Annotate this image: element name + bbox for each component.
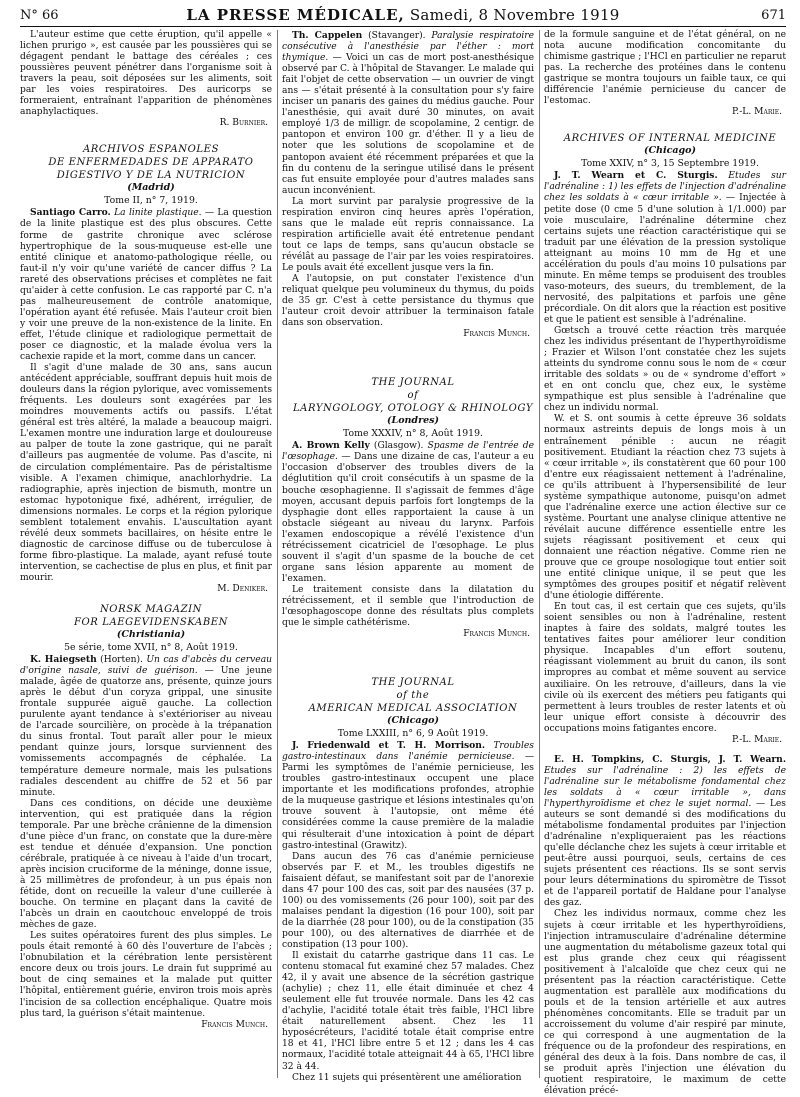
- column-2: [282, 30, 535, 1083]
- article-place: (Glasgow).: [373, 441, 424, 452]
- journal-city: (Londres): [387, 415, 439, 427]
- paragraph: En tout cas, il est certain que ces sujets, qu'ils soient sensibles ou non à l'adrénaline, restent inaptes à faire des soldats, malgré toutes les tentatives faites pour améliorer leur condition physique. Incapables d'un effort soutenu, réagissant violemment au bruit du canon, ils sont impropres au combat et même souvent au service auxiliaire. On les retrouve, d'ailleurs, dans la vie civile où ils exercent des métiers peu fatigants qui permettent à leurs troubles de rester latents et où leur unique effort consiste à découvrir des occupations moins fatigantes encore.: [544, 602, 786, 734]
- article-text: — Voici un cas de mort post-anesthésique observé par C. à l'hôpital de Stavanger. Le malade qui fait l'objet de cette observation — un ouvrier de vingt ans — s'était présenté à la consultation pour s'y faire inciser un panaris des gaines du médius gauche. Pour l'anesthésie, qui avait duré 30 minutes, on avait employé 1/3 de milligr. de scopolamine, 2 centigr. de pantopon et environ 100 gr. d'éther. Il y a lieu de noter que les solutions de scopolamine et de pantopon avaient été récemment préparées et que la fin du contenu de la seringue utilisé dans le présent cas fut ensuite employée pour d'autres malades sans aucun inconvénient.: [282, 53, 534, 196]
- journal-city: (Chicago): [644, 145, 696, 157]
- page-header: [20, 4, 786, 27]
- article-author: A. Brown Kelly: [292, 440, 370, 452]
- column-rule: [539, 30, 540, 1078]
- paragraph: Dans aucun des 76 cas d'anémie pernicieuse observés par F. et M., les troubles digestifs ne faisaient défaut, se manifestant soit par de l'anorexie dans 47 pour 100 des cas, soit par des nausées (37 p. 100) ou des vomissements (26 pour 100), soit par des malaises pendant la digestion (16 pour 100), soit par de la diarrhée (28 pour 100), ou de la constipation (35 pour 100), ou des alternatives de diarrhée et de constipation (13 pour 100).: [282, 851, 534, 950]
- signature: Francis Munch.: [463, 629, 530, 640]
- issue-number: N° 66: [20, 8, 59, 23]
- article: [544, 170, 786, 326]
- paragraph: Il existait du catarrhe gastrique dans 11 cas. Le contenu stomacal fut examiné chez 57 malades. Chez 42, il y avait une absence de la sécrétion gastrique (achylie) ; chez 11, elle était diminuée et chez 4 seulement elle fut trouvée normale. Dans les 42 cas d'achylie, l'acidité totale était très faible, l'HCl libre était naturellement absent. Chez les 11 hyposécréteurs, l'acidité totale était comprise entre 18 et 41, l'HCl libre entre 5 et 12 ; dans les 4 cas normaux, l'acidité totale atteignait 44 à 65, l'HCl libre 32 à 44.: [282, 951, 534, 1072]
- journal-heading: ARCHIVES OF INTERNAL MEDICINE: [563, 133, 777, 145]
- journal-heading: FOR LAEGEVIDENSKABEN: [73, 617, 229, 629]
- article-author: Santiago Carro.: [30, 207, 111, 219]
- signature: Francis Munch.: [463, 329, 530, 340]
- columns: [20, 30, 787, 1097]
- article: [20, 654, 272, 799]
- paragraph: Gœtsch a trouvé cette réaction très marquée chez les individus présentant de l'hyperthyroïdisme ; Frazier et Wilson l'ont constatée chez les sujets atteints du syndrome connu sous le nom de « cœur irritable des soldats » ou de « syndrome d'effort » et en ont conclu que, chez eux, le système sympathique est plus sensible à l'adrénaline que chez un individu normal.: [544, 326, 786, 414]
- journal-title: [20, 6, 786, 24]
- article-place: (Horten).: [100, 655, 143, 666]
- article: [282, 440, 534, 585]
- journal-issue: 5e série, tome XVII, n° 8, Août 1919.: [64, 642, 238, 654]
- journal-city: (Madrid): [127, 182, 175, 194]
- article-title: Etudes sur l'adrénaline : 2) les effets de l'adrénaline sur le métabolisme fondamental chez les soldats à « cœur irritable », dans l'hyperthyroïdisme et chez le sujet normal.: [544, 765, 786, 809]
- article-title: La linite plastique.: [114, 208, 202, 219]
- article-text: — Injectée à petite dose (0 cme 5 d'une solution à 1/1.000) par voie musculaire, l'adrénaline détermine chez certains sujets une réaction caractéristique qui se traduit par une élévation de la pression systolique atteignant au moins 10 mm de Hg et une accélération du pouls d'au moins 10 pulsations par minute. En même temps se produisent des troubles vaso-moteurs, des sueurs, du tremblement, de la nervosité, des palpitations et parfois une gêne précordiale. On dit alors que la réaction est positive et que le patient est sensible à l'adrénaline.: [544, 193, 786, 325]
- paragraph: Le traitement consiste dans la dilatation du rétrécissement, et il semble que l'introduction de l'œsophagoscope donne des résultats plus complets que le simple cathétérisme.: [282, 584, 534, 629]
- paragraph: Il s'agit d'une malade de 30 ans, sans aucun antécédent appréciable, souffrant depuis huit mois de douleurs dans la région pylorique, avec vomissements fréquents. Les douleurs sont exagérées par les moindres mouvements actifs ou passifs. L'état général est très altéré, la malade a beaucoup maigri. L'examen montre une induration large et douloureuse au palper de toute la zone gastrique, qui ne paraît d'ailleurs pas augmentée de volume. Pas d'ascite, ni de circulation complémentaire. Pas de péristaltisme visible. A l'examen chimique, anachlorhydrie. La radiographie, après injection de bismuth, montre un estomac hypotonique fixé, adhérent, irrégulier, de dimensions normales. Le corps et la région pylorique semblent totalement envahis. L'auscultation ayant révélé deux sommets bacillaires, on hésite entre le diagnostic de carcinose diffuse ou de tuberculose à forme fibro-plastique. La malade, ayant refusé toute intervention, se cachectise de plus en plus, et finit par mourir.: [20, 363, 272, 583]
- journal-heading: AMERICAN MEDICAL ASSOCIATION: [308, 703, 518, 715]
- journal-heading: of: [407, 390, 419, 402]
- paragraph: La mort survint par paralysie progressive de la respiration environ cinq heures après l'opération, sans que le malade eût repris connaissance. La respiration artificielle avait été entretenue pendant tout ce laps de temps, sans qu'aucun obstacle se révélât au passage de l'air par les voies respiratoires. Le pouls avait été excellent jusque vers la fin.: [282, 196, 534, 273]
- article-title: Un cas d'abcès du cerveau d'origine nasale, suivi de guérison.: [20, 655, 273, 677]
- article-author: K. Haiegseth: [30, 654, 97, 666]
- signature: M. Deniker.: [217, 584, 268, 595]
- signature: R. Burnier.: [219, 118, 268, 129]
- journal-heading: LARYNGOLOGY, OTOLOGY & RHINOLOGY: [292, 403, 534, 415]
- paragraph: Dans ces conditions, on décide une deuxième intervention, qui est pratiquée dans la région temporale. Par une brèche crânienne de la dimension d'une pièce d'un franc, on constate que la dure-mère est tendue et dénuée d'expansion. Une ponction cérébrale, pratiquée à ce niveau à l'aide d'un trocart, après incision cruciforme de la méninge, donne issue, à 25 millimètres de profondeur, à un pus épais non fétide, dont on recueille la valeur d'une cuillerée à bouche. On termine en plaçant dans la cavité de l'abcès un drain en caoutchouc enveloppé de trois mèches de gaze.: [20, 798, 272, 931]
- article: [544, 754, 786, 910]
- journal-heading: ARCHIVOS ESPANOLES: [82, 144, 220, 156]
- journal-city: (Christiania): [116, 629, 186, 641]
- article-title: Etudes sur l'adrénaline : 1) les effets de l'injection d'adrénaline chez les soldats à « cœur irritable ».: [544, 171, 787, 204]
- column-3: [544, 30, 787, 1097]
- paragraph: L'auteur estime que cette éruption, qu'il appelle « lichen prurigo », est causée par les poussières qui se dégagent pendant le battage des céréales ; ces poussières peuvent pénétrer dans l'organisme soit à travers la peau, soit déposées sur les aliments, soit par les voies respiratoires. Des auricorps se formeraient, entraînant l'apparition de phénomènes anaphylactiques.: [20, 30, 272, 118]
- page-number: 671: [761, 8, 786, 23]
- journal-heading: DIGESTIVO Y DE LA NUTRICION: [56, 170, 246, 182]
- column-rule: [277, 30, 278, 1078]
- article-title: Troubles gastro-intestinaux dans l'anémie pernicieuse.: [282, 741, 534, 763]
- article-text: — Dans une dizaine de cas, l'auteur a eu l'occasion d'observer des troubles divers de la déglutition qu'il croit consécutifs à un spasme de la bouche œsophagienne. Il s'agissait de femmes d'âge moyen, accusant depuis parfois fort longtemps de la dysphagie dont elles rapportaient la cause à un obstacle siégeant au niveau du larynx. Parfois l'examen endoscopique a révélé l'existence d'un rétrécissement cicatriciel de l'œsophage. Le plus souvent il s'agit d'un spasme de la bouche de cet organe sans lésion apparente au moment de l'examen.: [282, 452, 534, 584]
- signature: P.-L. Marie.: [732, 734, 782, 745]
- journal-heading: THE JOURNAL: [371, 677, 455, 689]
- signature: Francis Munch.: [201, 1019, 268, 1030]
- paragraph: Les suites opératoires furent des plus simples. Le pouls était remonté à 60 dès l'ouverture de l'abcès ; l'obnubilation et la cérébration lente persistèrent encore deux ou trois jours. Le drain fut supprimé au bout de cinq semaines et la malade put quitter l'hôpital, entièrement guérie, environ trois mois après l'incision de sa collection encéphalique. Quatre mois plus tard, la guérison s'était maintenue.: [20, 931, 272, 1019]
- article-text: — La question de la linite plastique est des plus obscures. Cette forme de gastrite chronique avec sclérose hypertrophique de la sous-muqueuse est-elle une entité clinique et anatomo-pathologique réelle, ou faut-il n'y voir qu'une variété de cancer diffus ? La rareté des observations précises et complètes ne fait qu'aider à cette confusion. Le cas rapporté par C. n'a pas malheureusement de contrôle anatomique, l'opération ayant été refusée. Mais l'auteur croit bien y voir une preuve de la non-existence de la linite. En effet, l'étude clinique et radiologique permettait de poser ce diagnostic, et la malade évolua vers la cachexie rapide et la mort, comme dans un cancer.: [20, 208, 272, 363]
- journal-city: (Chicago): [387, 715, 439, 727]
- paragraph: de la formule sanguine et de l'état général, on ne nota aucune modification concomitante du chimisme gastrique ; l'HCl en particulier ne reparut pas. La recherche des protéines dans le contenu gastrique se montra toujours un faible taux, ce qui différencie l'anémie pernicieuse du cancer de l'estomac.: [544, 30, 786, 107]
- article-author: Th. Cappelen: [292, 30, 363, 41]
- column-1: [20, 30, 272, 1078]
- article-place: (Stavanger).: [368, 31, 426, 41]
- article: [20, 207, 272, 363]
- journal-issue: Tome II, n° 7, 1919.: [104, 195, 198, 207]
- article-text: — Parmi les symptômes de l'anémie pernicieuse, les troubles gastro-intestinaux occupent une place importante et les modifications profondes, atrophie de la muqueuse gastrique et lésions intestinales qu'on trouve souvent à l'autopsie, ont même été considérées comme la cause première de la maladie qui résulterait d'une intoxication à point de départ gastro-intestinal (Grawitz).: [282, 752, 534, 851]
- journal-heading: of the: [396, 690, 430, 702]
- article-author: J. T. Wearn et C. Sturgis.: [554, 170, 718, 182]
- paragraph: W. et S. ont soumis à cette épreuve 36 soldats normaux astreints depuis de longs mois à un entraînement pénible : aucun ne réagit positivement. Etudiant la réaction chez 73 sujets à « cœur irritable », ils constatèrent que 60 pour 100 d'entre eux réagissaient nettement à l'adrénaline, ce qu'ils attribuent à l'hypersensibilité de leur système sympathique autonome, puisqu'on admet que l'adrénaline exerce une action élective sur ce système. Pourtant une analyse clinique attentive ne révélait aucune différence essentielle entre les sujets réagissant positivement et ceux qui donnaient une réaction négative. Comme rien ne prouve que ce groupe nosologique tout entier soit une entité clinique unique, il se peut que les symptômes des groupes positif et négatif relèvent d'une étiologie différente.: [544, 414, 786, 602]
- article-text: — Une jeune malade, âgée de quatorze ans, présente, quinze jours après le début d'un coryza grippal, une sinusite frontale suppurée aiguë gauche. La collection purulente ayant tendance à s'extérioriser au niveau de l'arcade sourcilière, on procède à la trépanation du sinus frontal. Tout paraît aller pour le mieux pendant quinze jours, lorsque surviennent des vomissements accompagnés de céphalée. La température demeure normale, mais les pulsations radiales descendent au chiffre de 52 et 56 par minute.: [20, 666, 272, 798]
- article-author: J. Friedenwald et T. H. Morrison.: [292, 740, 486, 752]
- signature: P.-L. Marie.: [732, 107, 782, 118]
- article: [282, 740, 534, 851]
- journal-issue: Tome XXIV, n° 3, 15 Septembre 1919.: [581, 158, 759, 170]
- journal-issue: Tome XXXIV, n° 8, Août 1919.: [343, 428, 483, 440]
- article-text: — Les auteurs se sont demandé si des modifications du métabolisme fondamental produites par l'injection d'adrénaline n'expliqueraient pas les réactions qu'elle déclanche chez les sujets à cœur irritable et peut-être aussi pourquoi, seuls, certains de ces sujets présentent ces réactions. Ils se sont servis pour leurs déterminations du spiromètre de Tissot et de l'appareil portatif de Haldane pour l'analyse des gaz.: [544, 799, 786, 909]
- journal-name: LA PRESSE MÉDICALE,: [186, 6, 405, 24]
- paragraph: A l'autopsie, on put constater l'existence d'un reliquat quelque peu volumineux du thymus, du poids de 35 gr. C'est à cette persistance du thymus que l'auteur croit devoir attribuer la terminaison fatale dans son observation.: [282, 274, 534, 329]
- journal-heading: DE ENFERMEDADES DE APPARATO: [48, 157, 254, 169]
- journal-heading: THE JOURNAL: [371, 377, 455, 389]
- article-author: E. H. Tompkins, C. Sturgis, J. T. Wearn.: [554, 753, 786, 765]
- article-title: Spasme de l'entrée de l'œsophage.: [282, 441, 534, 463]
- article: [282, 30, 534, 197]
- article-title: Paralysie respiratoire consécutive à l'anesthésie par l'éther : mort thymique.: [282, 31, 535, 64]
- paragraph: Chez les individus normaux, comme chez les sujets à cœur irritable et les hyperthyroïdiens, l'injection intramusculaire d'adrénaline détermine une augmentation du métabolisme gazeux total qui est plus grande chez ceux qui réagissent positivement à l'alcaloïde que chez ceux qui ne présentent pas la réaction caractéristique. Cette augmentation est parallèle aux modifications du pouls et de la tension artérielle et aux autres phénomènes concomitants. Elle se traduit par un accroissement du volume d'air respiré par minute, ce qui correspond à une augmentation de la fréquence ou de la profondeur des respirations, en général des deux à la fois. Dans nombre de cas, il se produit après l'injection une élévation du quotient respiratoire, le maximum de cette élévation précé-: [544, 909, 786, 1097]
- paragraph: Chez 11 sujets qui présentèrent une amélioration: [292, 1072, 522, 1083]
- journal-heading: NORSK MAGAZIN: [99, 604, 203, 616]
- journal-issue: Tome LXXIII, n° 6, 9 Août 1919.: [337, 728, 489, 740]
- issue-date: Samedi, 8 Novembre 1919: [409, 6, 620, 24]
